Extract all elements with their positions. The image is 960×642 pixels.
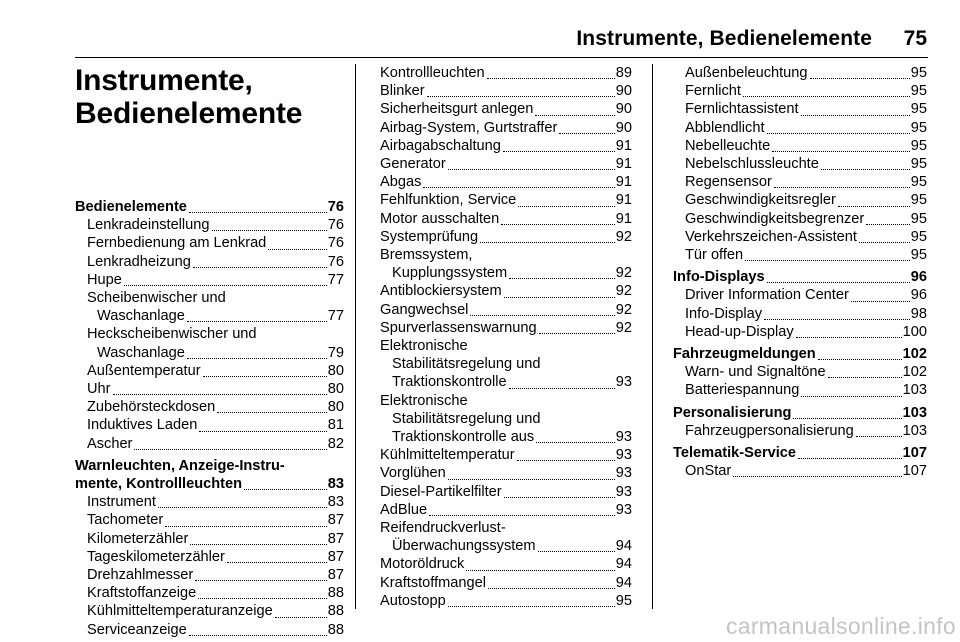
toc-entry[interactable]: Lenkradheizung 76: [87, 253, 344, 270]
toc-entry[interactable]: Airbagabschaltung 91: [380, 137, 632, 154]
column-divider-left: [355, 64, 356, 609]
toc-entry-line: Elektronische: [380, 392, 468, 409]
toc-entry[interactable]: Geschwindigkeitsbegrenzer 95: [685, 210, 927, 227]
toc-entry[interactable]: Fernlicht 95: [685, 83, 927, 100]
toc-entry-line: Elektronische: [380, 338, 468, 355]
toc-entry[interactable]: Serviceanzeige 88: [87, 621, 344, 638]
toc-entry[interactable]: Batteriespannung 103: [685, 382, 927, 399]
toc-entry-line: Heckscheibenwischer und: [87, 326, 257, 343]
toc-entry[interactable]: Traktionskontrolle 93: [392, 374, 632, 391]
toc-entry[interactable]: Tageskilometerzähler 87: [87, 548, 344, 565]
toc-entry-line: Bremssystem,: [380, 247, 473, 264]
toc-entry[interactable]: Kilometerzähler 87: [87, 530, 344, 547]
toc-column-2: [380, 64, 632, 610]
toc-entry[interactable]: Abblendlicht 95: [685, 119, 927, 136]
watermark-text: carmanualsonline.info: [725, 613, 956, 639]
toc-entry[interactable]: Kupplungssystem 92: [392, 265, 632, 282]
toc-entry[interactable]: Außentemperatur 80: [87, 362, 344, 379]
toc-section-personalisierung[interactable]: Personalisierung 103: [673, 404, 927, 421]
toc-entry[interactable]: Instrument 83: [87, 494, 344, 511]
toc-entry[interactable]: Gangwechsel 92: [380, 301, 632, 318]
toc-entry[interactable]: Kontrollleuchten 89: [380, 65, 632, 81]
toc-entry[interactable]: Geschwindigkeitsregler 95: [685, 192, 927, 209]
toc-entry[interactable]: Motor ausschalten 91: [380, 210, 632, 227]
column-divider-right: [652, 64, 653, 609]
toc-entry[interactable]: Warn- und Signaltöne 102: [685, 364, 927, 381]
toc-entry[interactable]: Airbag-System, Gurtstraffer 90: [380, 119, 632, 136]
toc-entry[interactable]: Uhr 80: [87, 381, 344, 398]
toc-entry[interactable]: Fernbedienung am Lenkrad 76: [87, 235, 344, 252]
toc-column-1: [75, 64, 344, 639]
toc-entry[interactable]: Drehzahlmesser 87: [87, 567, 344, 584]
toc-entry[interactable]: AdBlue 93: [380, 501, 632, 518]
toc-entry[interactable]: Tür offen 95: [685, 247, 927, 264]
toc-entry[interactable]: Lenkradeinstellung 76: [87, 217, 344, 234]
toc-entry-line: Scheibenwischer und: [87, 290, 226, 307]
toc-section-bedienelemente[interactable]: Bedienelemente 76: [75, 199, 344, 215]
toc-entry[interactable]: Info-Display 98: [685, 305, 927, 322]
toc-entry[interactable]: Spurverlassenswarnung 92: [380, 319, 632, 336]
toc-entry[interactable]: Außenbeleuchtung 95: [685, 65, 927, 81]
toc-section-fahrzeugmeldungen[interactable]: Fahrzeugmeldungen 102: [673, 346, 927, 363]
toc-entry[interactable]: Fernlichtassistent 95: [685, 101, 927, 118]
toc-section-warnleuchten-line1[interactable]: Warnleuchten, Anzeige-Instru-: [75, 457, 285, 474]
toc-entry[interactable]: Nebelschlussleuchte 95: [685, 156, 927, 173]
toc-entry[interactable]: Verkehrszeichen-Assistent 95: [685, 228, 927, 245]
toc-entry[interactable]: Tachometer 87: [87, 512, 344, 529]
toc-entry[interactable]: Kraftstoffanzeige 88: [87, 585, 344, 602]
toc-entry[interactable]: Motoröldruck 94: [380, 556, 632, 573]
toc-entry[interactable]: Abgas 91: [380, 174, 632, 191]
toc-entry-line: Stabilitätsregelung und: [392, 356, 541, 373]
toc-entry[interactable]: Blinker 90: [380, 83, 632, 100]
toc-entry[interactable]: Generator 91: [380, 156, 632, 173]
toc-section-warnleuchten[interactable]: mente, Kontrollleuchten 83: [75, 476, 344, 493]
toc-entry-line: Stabilitätsregelung und: [392, 410, 541, 427]
toc-entry[interactable]: Kühlmitteltemperatur 93: [380, 447, 632, 464]
toc-entry[interactable]: Fehlfunktion, Service 91: [380, 192, 632, 209]
toc-entry[interactable]: Überwachungssystem 94: [392, 538, 632, 555]
toc-entry[interactable]: Autostopp 95: [380, 592, 632, 609]
toc-entry[interactable]: Kraftstoffmangel 94: [380, 574, 632, 591]
toc-entry[interactable]: Nebelleuchte 95: [685, 137, 927, 154]
toc-column-3: [673, 64, 927, 480]
toc-entry[interactable]: Traktionskontrolle aus 93: [392, 429, 632, 446]
toc-entry[interactable]: Regensensor 95: [685, 174, 927, 191]
toc-entry[interactable]: Antiblockiersystem 92: [380, 283, 632, 300]
toc-entry[interactable]: Hupe 77: [87, 271, 344, 288]
toc-entry[interactable]: Fahrzeugpersonalisierung 103: [685, 422, 927, 439]
header-rule: [75, 57, 928, 58]
running-header-title: Instrumente, Bedienelemente: [576, 27, 872, 50]
toc-entry[interactable]: Driver Information Center 96: [685, 287, 927, 304]
page-header: [0, 0, 960, 50]
toc-entry[interactable]: Ascher 82: [87, 435, 344, 452]
toc-entry[interactable]: Head-up-Display 100: [685, 323, 927, 340]
toc-entry[interactable]: Waschanlage 79: [97, 344, 344, 361]
toc-entry[interactable]: OnStar 107: [685, 463, 927, 480]
toc-section-info-displays[interactable]: Info-Displays 96: [673, 269, 927, 286]
toc-entry[interactable]: Waschanlage 77: [97, 308, 344, 325]
toc-entry[interactable]: Sicherheitsgurt anlegen 90: [380, 101, 632, 118]
toc-entry[interactable]: Vorglühen 93: [380, 465, 632, 482]
toc-entry[interactable]: Induktives Laden 81: [87, 417, 344, 434]
toc-entry[interactable]: Zubehörsteckdosen 80: [87, 399, 344, 416]
toc-entry[interactable]: Systemprüfung 92: [380, 228, 632, 245]
toc-entry-line: Reifendruckverlust-: [380, 520, 506, 537]
toc-entry[interactable]: Diesel-Partikelfilter 93: [380, 483, 632, 500]
chapter-title: Instrumente, Bedienelemente: [75, 64, 303, 130]
page-number: 75: [903, 27, 927, 50]
toc-entry[interactable]: Kühlmitteltemperaturanzeige 88: [87, 603, 344, 620]
toc-section-telematik-service[interactable]: Telematik-Service 107: [673, 445, 927, 462]
